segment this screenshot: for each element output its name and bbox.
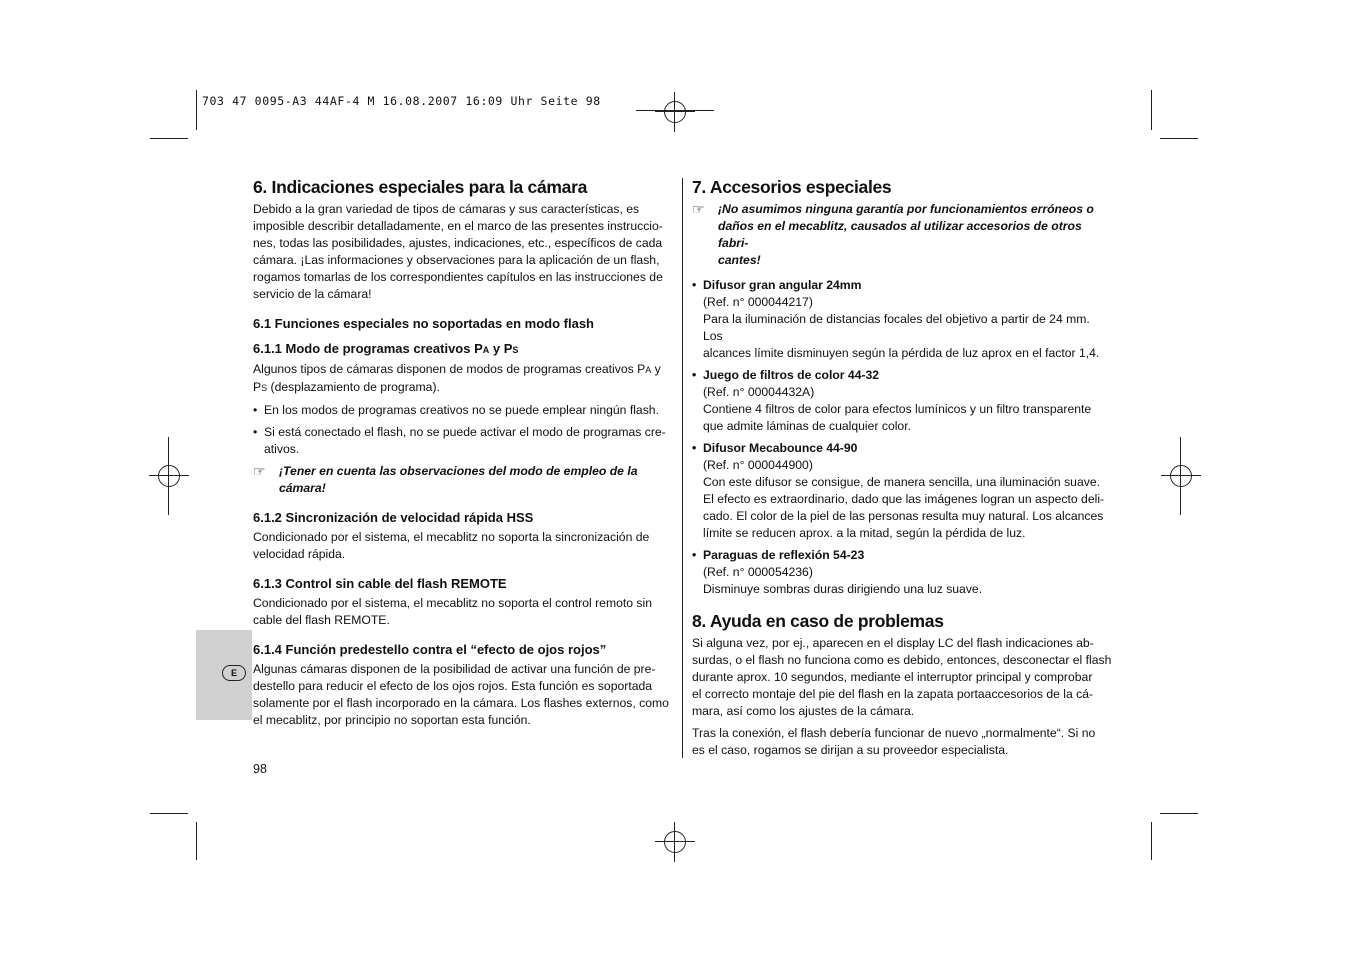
section-6-1-1-title: 6.1.1 Modo de programas creativos PA y PS [253,341,519,356]
section-6-1-1-text: Algunos tipos de cámaras disponen de modos de programas creativos PA y [253,362,661,376]
page-number: 98 [253,762,267,776]
accessory-item: • Difusor gran angular 24mm (Ref. n° 000044217) Para la iluminación de distancias focales del objetivo a partir de 24 mm. Los alcances límite disminuyen según la pérdida de luz aprox en el factor 1,4. [692,278,1100,360]
registration-mark-top [655,92,695,132]
accessory-item: • Difusor Mecabounce 44-90 (Ref. n° 000044900) Con este difusor se consigue, de manera sencilla, una iluminación suave. El efecto es extraordinario, dado que las imágenes logran un aspecto deli- cado. El color de la piel de las personas resulta muy natural. Los alcances límite se reducen aprox. a la mitad, según la pérdida de luz. [692,441,1105,540]
list-item: • En los modos de programas creativos no se puede emplear ningún flash. [253,403,659,417]
accessory-name: Difusor gran angular 24mm [703,278,862,292]
section-8-title: 8. Ayuda en caso de problemas [692,611,944,631]
list-item: • Si está conectado el flash, no se puede activar el modo de programas cre- ativos. [253,425,666,456]
section-8-text: Si alguna vez, por ej., aparecen en el display LC del flash indicaciones ab- surdas, o el flash no funciona como es debido, entonces, desconectar el flash durante aprox. 10 segundos, mediante el interruptor principal y comprobar el correcto montaje del pie del flash en la zapata portaaccesorios de la cá- mara, así como los ajustes de la cámara. Tras la conexión, el flash debería funcionar de nuevo „normalmente“. Si no es el caso, rogamos se dirijan a su proveedor especialista. [692,636,1112,757]
crop-mark [150,813,188,814]
crop-mark [1180,437,1181,515]
crop-mark [1151,822,1152,860]
section-7-title: 7. Accesorios especiales [692,177,892,197]
registration-mark-bottom [655,822,695,862]
crop-mark [1151,90,1152,130]
crop-mark [196,90,197,130]
accessory-item: • Juego de filtros de color 44-32 (Ref. n° 00004432A) Contiene 4 filtros de color para efectos lumínicos y un filtro transparente que admite láminas de cualquier color. [692,368,1092,433]
pointing-hand-icon: ☞ [253,463,266,479]
pointing-hand-icon: ☞ [692,201,705,217]
language-badge: E [222,665,246,681]
registration-mark-right [1161,456,1201,496]
warranty-note: ☞ ¡No asumimos ninguna garantía por funcionamientos erróneos o daños en el mecablitz, causados al utilizar accesorios de otros fabri- cantes! [692,201,1094,267]
section-6-1-3-title: 6.1.3 Control sin cable del flash REMOTE [253,576,507,591]
crop-mark [196,822,197,860]
crop-mark [1160,138,1198,139]
section-6-1-2-title: 6.1.2 Sincronización de velocidad rápida HSS [253,510,534,525]
crop-mark [168,437,169,515]
left-column: 6. Indicaciones especiales para la cámara Debido a la gran variedad de tipos de cámaras y sus características, es imposible describir detalladamente, en el marco de las presentes instruccio- nes, todas las posibilidades, ajustes, indicaciones, etc., específicos de cada cámara. ¡Las informaciones y observaciones para la aplicación de un flash, rogamos tomarlas de los correspondientes capítulos en las instrucciones de servicio de la cámara! 6.1 Funciones especiales no soportadas en modo flash 6.1.1 Modo de programas creativos PA y PS Algunos tipos de cámaras disponen de modos de programas creativos PA y PS (desplazamiento de programa). • En los modos de programas creativos no se puede emplear ningún flash. • Si está conectado el flash, no se puede activar el modo de programas cre- ativos. ☞ ¡Tener en cuenta las observaciones del modo de empleo de la cámara! 6.1.2 Sincronización de velocidad rápida HSS Condicionado por el sistema, el mecablitz no soporta la sincronización de velocidad rápida. 6.1.3 Control sin cable del flash REMOTE Condicionado por el sistema, el mecablitz no soporta el control remoto sin cable del flash REMOTE. 6.1.4 Función predestello contra el “efecto de ojos rojos” Algunas cámaras disponen de la posibilidad de activar una función de pre- destello para reducir el efecto de los ojos rojos. Esta función es soportada solamente por el flash incorporado en la cámara. Los flashes externos, como el mecablitz, por principio no soportan esta función. [253,176,673,729]
column-divider [682,178,683,758]
section-6-title: 6. Indicaciones especiales para la cámara [253,177,588,197]
accessory-name: Difusor Mecabounce 44-90 [703,441,858,455]
right-column [692,176,1112,759]
section-6-1-4-title: 6.1.4 Función predestello contra el “efecto de ojos rojos” [253,642,607,657]
camera-note: ☞ ¡Tener en cuenta las observaciones del modo de empleo de la cámara! [253,463,638,495]
accessory-name: Paraguas de reflexión 54-23 [703,548,865,562]
print-header: 703 47 0095-A3 44AF-4 M 16.08.2007 16:09 Uhr Seite 98 [202,94,601,108]
accessory-name: Juego de filtros de color 44-32 [703,368,880,382]
section-6-1-title: 6.1 Funciones especiales no soportadas en modo flash [253,316,594,331]
accessory-item: • Paraguas de reflexión 54-23 (Ref. n° 000054236) Disminuye sombras duras dirigiendo una luz suave. [692,548,983,596]
registration-mark-left [149,456,189,496]
crop-mark [150,138,188,139]
section-6-text: Debido a la gran variedad de tipos de cámaras y sus características, es imposible describir detalladamente, en el marco de las presentes instruccio- nes, todas las posibilidades, ajustes, indicaciones, etc., específicos de cada cámara. ¡Las informaciones y observaciones para la aplicación de un flash, rogamos tomarlas de los correspondientes capítulos en las instrucciones de servicio de la cámara! [253,202,663,301]
crop-mark [1160,813,1198,814]
